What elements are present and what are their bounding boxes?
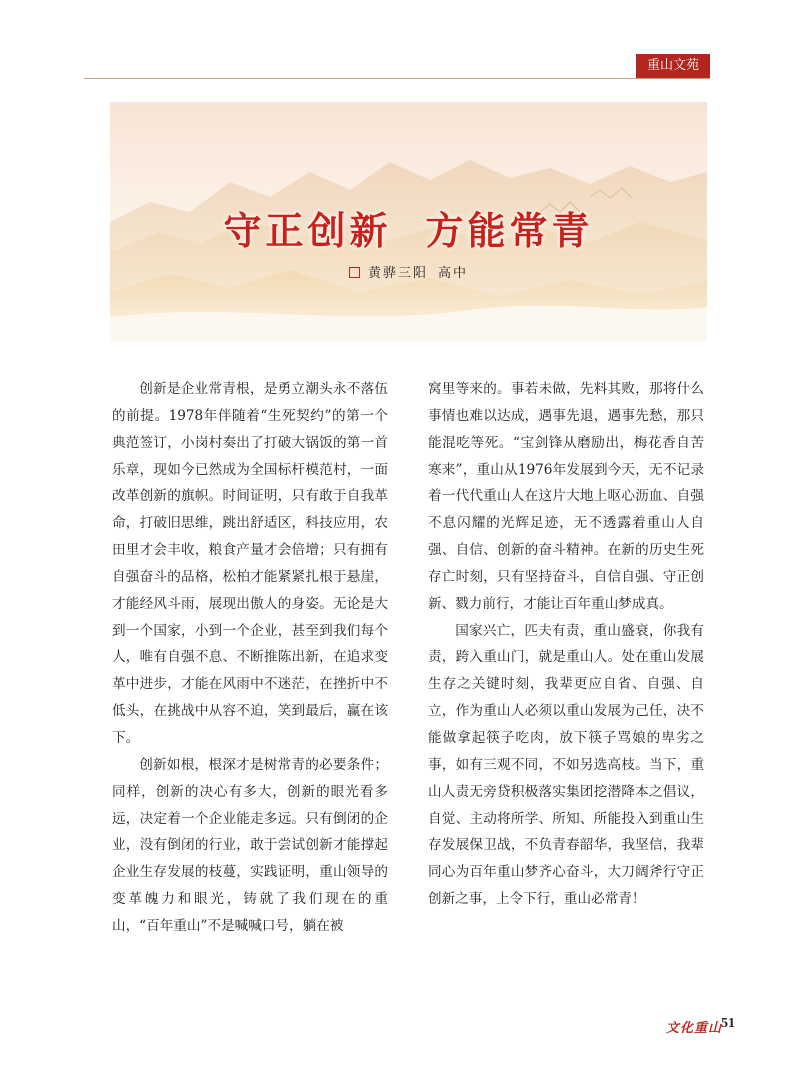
author-role: 黄骅三阳	[367, 266, 428, 281]
header-rule	[84, 78, 710, 79]
paragraph: 国家兴亡，匹夫有责，重山盛衰，你我有责，跨入重山门，就是重山人。处在重山发展生存之关键时刻，我辈更应自省、自强、自立，作为重山人必须以重山发展为己任，决不能做拿起筷子吃肉，放下筷子骂娘的卑劣之事，如有三观不同，不如另选高枝。当下，重山人责无旁贷积极落实集团挖潜降本之倡议，自觉、主动将所学、所知、所能投入到重山生存发展保卫战，不负青春韶华，我坚信，我辈同心为百年重山梦齐心奋斗，大刀阔斧行守正创新之事，上令下行，重山必常青！	[428, 622, 704, 908]
byline	[110, 262, 707, 281]
title-part-2: 方能常青	[425, 209, 594, 253]
title-banner	[110, 102, 707, 342]
magazine-logo: 文化重山	[666, 1021, 723, 1036]
paragraph: 创新如根，根深才是树常青的必要条件；同样，创新的决心有多大，创新的眼光看多远，决定着一个企业能走多远。只有倒闭的企业，没有倒闭的行业，敢于尝试创新才能撑起企业生存发展的枝蔓，实践证明，重山领导的变革魄力和眼光，铸就了我们现在的重山，“百年重山”不是喊喊口号，躺在被	[112, 756, 388, 934]
author-name: 高中	[438, 266, 469, 281]
section-tag: 重山文苑	[636, 54, 710, 78]
square-bullet-icon	[349, 267, 360, 278]
paragraph: 创新是企业常青根，是勇立潮头永不落伍的前提。1978年伴随着“生死契约”的第一个典范签订，小岗村奏出了打破大锅饭的第一首乐章，现如今已然成为全国标杆模范村，一面改革创新的旗帜。时间证明，只有敢于自我革命，打破旧思维，跳出舒适区，科技应用，农田里才会丰收，粮食产量才会倍增；只有拥有自强奋斗的品格，松柏才能紧紧扎根于悬崖，才能经风斗雨，展现出傲人的身姿。无论是大到一个国家，小到一个企业，甚至到我们每个人，唯有自强不息、不断推陈出新，在追求变革中进步，才能在风雨中不迷茫，在挫折中不低头，在挑战中从容不迫，笑到最后，赢在该下。	[112, 381, 388, 746]
body-column-right	[428, 376, 704, 913]
article-title	[110, 200, 707, 255]
paragraph: 窝里等来的。事若未做，先料其败，那将什么事情也难以达成，遇事先退，遇事先愁，那只能混吃等死。“宝剑锋从磨励出，梅花香自苦寒来”，重山从1976年发展到今天，无不记录着一代代重山人在这片大地上呕心沥血、自强不息闪耀的光辉足迹，无不透露着重山人自强、自信、创新的奋斗精神。在新的历史生死存亡时刻，只有坚持奋斗，自信自强、守正创新、戮力前行，才能让百年重山梦成真。	[428, 381, 704, 612]
page-number: 51	[721, 1016, 735, 1031]
title-part-1: 守正创新	[223, 209, 392, 253]
body-column-left	[112, 376, 388, 940]
